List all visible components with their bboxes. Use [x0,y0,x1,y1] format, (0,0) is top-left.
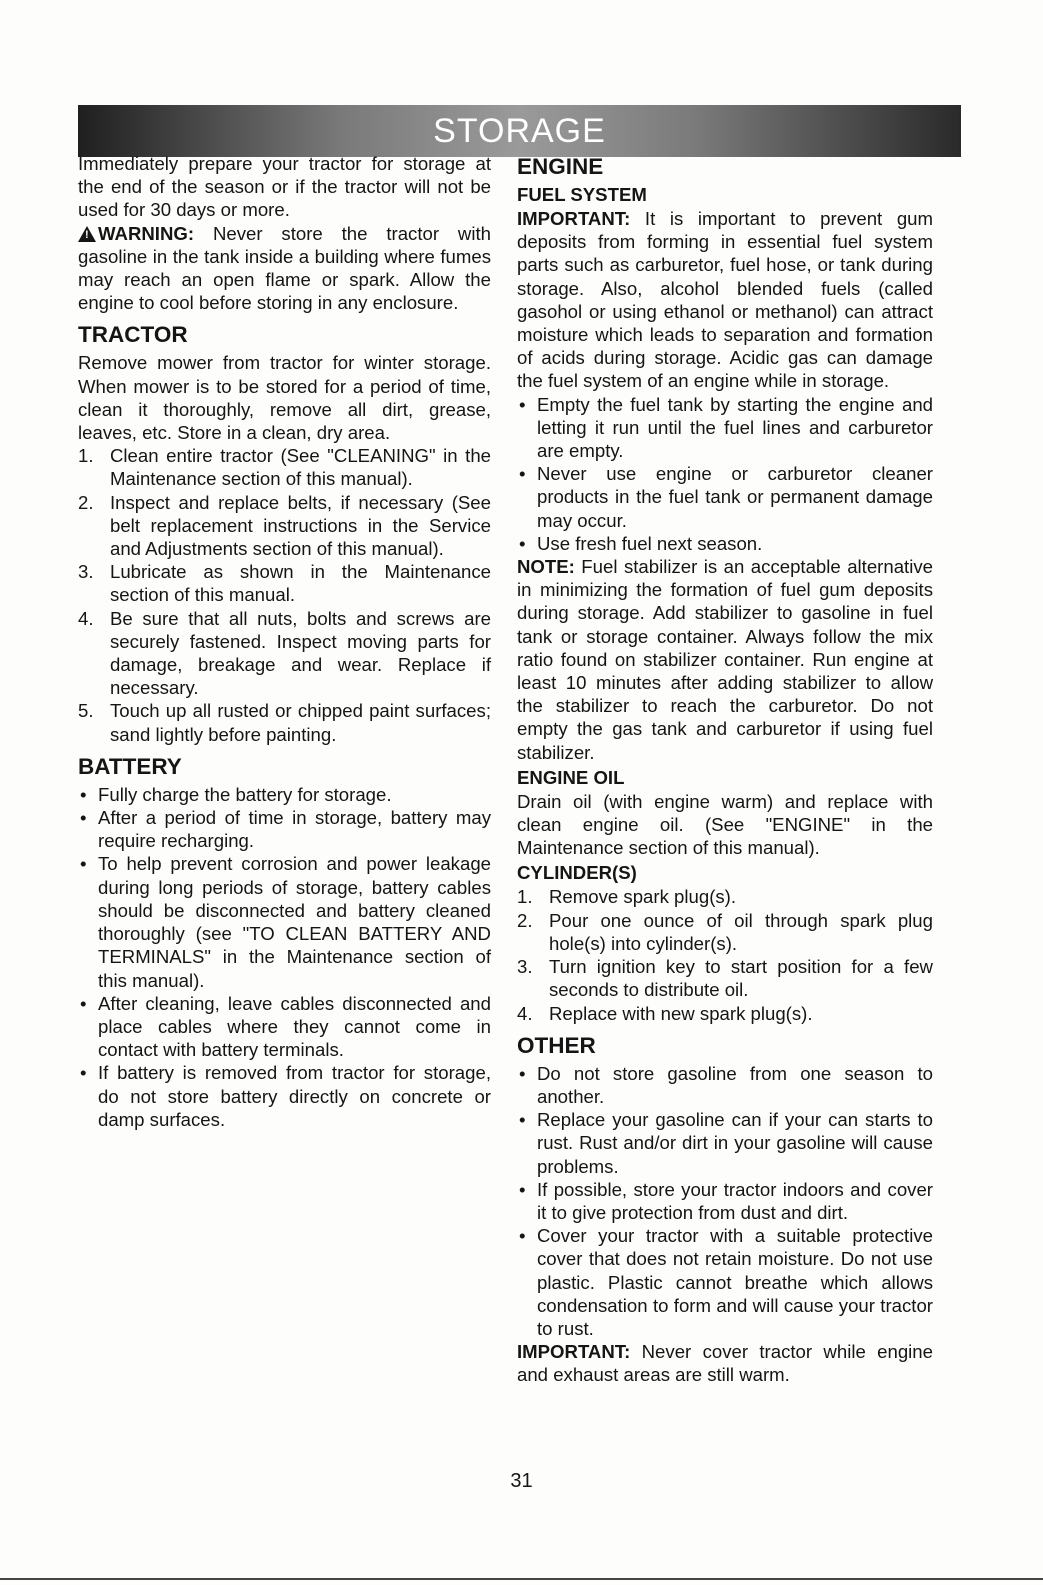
page-number: 31 [510,1470,533,1492]
oil-paragraph: Drain oil (with engine warm) and replace with clean engine oil. (See "ENGINE" in the Maintenance section of this manual). [517,790,933,859]
banner-title: STORAGE [433,111,606,150]
step-text: Pour one ounce of oil through spark plug hole(s) into cylinder(s). [549,909,933,954]
step-text: Clean entire tractor (See "CLEANING" in the Maintenance section of this manual). [110,445,491,490]
bullet-text: After cleaning, leave cables disconnected and place cables where they cannot come in contact with battery terminals. [98,992,491,1061]
bullet-icon: • [519,1225,526,1247]
step-number: 4. [78,607,94,629]
intro-paragraph: Immediately prepare your tractor for storage at the end of the season or if the tractor will not be used for 30 days or more. [78,153,491,221]
right-column [517,152,933,1387]
step-number: 1. [517,886,533,908]
bullet-icon: • [80,807,87,829]
note-label: NOTE: [517,556,575,578]
tractor-paragraph: Remove mower from tractor for winter storage. When mower is to be stored for a period of time, clean it thoroughly, remove all dirt, grease, leaves, etc. Store in a clean, dry area. [78,352,491,444]
fuel-paragraph [517,207,933,393]
cylinder-steps [517,885,933,1024]
important-footer-paragraph [517,1340,933,1386]
warning-text: Never store the tractor with gasoline in the tank inside a building where fumes may reach an open flame or spark. Allow the engine to cool before storing in any enclosure. [78,222,491,314]
step-number: 4. [517,1002,533,1024]
bullet-text: To help prevent corrosion and power leakage during long periods of storage, battery cables should be disconnected and battery cleaned thoroughly (see "TO CLEAN BATTERY AND TERMINALS" in the Maintenance section of this manual). [98,853,491,991]
bullet-text: Use fresh fuel next season. [537,532,763,554]
important-label: IMPORTANT: [517,1341,631,1363]
list-item [517,462,933,532]
fuel-system-heading: FUEL SYSTEM [517,184,647,205]
step-number: 5. [78,700,94,722]
list-item [78,992,491,1062]
footer-divider [0,1578,1043,1580]
important-text: Never cover tractor while engine and exhaust areas are still warm. [517,1341,933,1386]
other-heading: OTHER [517,1032,596,1058]
battery-bullets [78,783,491,1131]
note-paragraph [517,555,933,764]
step-text: Touch up all rusted or chipped paint surfaces; sand lightly before painting. [110,700,491,745]
step-number: 1. [78,445,94,467]
list-item [78,444,491,490]
list-item [78,491,491,561]
step-number: 3. [78,561,94,583]
tractor-heading: TRACTOR [78,322,188,348]
bullet-text: Do not store gasoline from one season to another. [537,1062,933,1107]
fuel-text: It is important to prevent gum deposits from forming in essential fuel system parts such as carburetor, fuel hose, or tank during storage. Also, alcohol blended fuels (called gasohol or using ethanol or methanol) can attract moisture which leads to separation and formation of acids during storage. Acidic gas can damage the fuel system of an engine while in storage. [517,208,933,392]
step-text: Be sure that all nuts, bolts and screws are securely fastened. Inspect moving parts for damage, breakage and wear. Replace if necessary. [110,607,491,699]
step-number: 2. [78,491,94,513]
bullet-text: Fully charge the battery for storage. [98,783,392,805]
bullet-icon: • [519,1109,526,1131]
list-item [517,1002,933,1025]
battery-heading: BATTERY [78,753,182,779]
list-item [517,1224,933,1340]
bullet-icon: • [80,783,87,805]
left-column [78,152,491,1131]
list-item [517,1178,933,1224]
list-item [78,783,491,806]
step-text: Inspect and replace belts, if necessary (See belt replacement instructions in the Service and Adjustments section of this manual). [110,491,491,560]
list-item [517,1062,933,1108]
step-text: Turn ignition key to start position for a few seconds to distribute oil. [549,956,933,1001]
step-text: Replace with new spark plug(s). [549,1002,813,1024]
list-item [78,852,491,991]
bullet-text: Cover your tractor with a suitable protective cover that does not retain moisture. Do not use plastic. Plastic cannot breathe which allows condensation to form and will cause your tractor to rust. [537,1225,933,1339]
tractor-steps [78,444,491,746]
storage-banner [78,105,961,157]
bullet-text: If battery is removed from tractor for storage, do not store battery directly on concrete or damp surfaces. [98,1062,491,1130]
bullet-text: If possible, store your tractor indoors and cover it to give protection from dust and dirt. [537,1178,933,1223]
step-number: 2. [517,909,533,931]
note-text: Fuel stabilizer is an acceptable alternative in minimizing the formation of fuel gum deposits during storage. Add stabilizer to gasoline in fuel tank or storage container. Always follow the mix ratio found on stabilizer container. Run engine at least 10 minutes after adding stabilizer to allow the stabilizer to reach the carburetor. Do not empty the gas tank and carburetor if using fuel stabilizer. [517,556,933,763]
bullet-icon: • [519,463,526,485]
step-text: Remove spark plug(s). [549,886,737,908]
step-text: Lubricate as shown in the Maintenance section of this manual. [110,561,491,606]
important-label: IMPORTANT: [517,208,631,229]
list-item [517,885,933,908]
list-item [517,393,933,463]
list-item [78,1061,491,1131]
list-item [517,532,933,555]
fuel-bullets [517,393,933,555]
engine-oil-heading: ENGINE OIL [517,766,625,788]
bullet-icon: • [519,532,526,554]
bullet-text: Empty the fuel tank by starting the engine and letting it run until the fuel lines and carburetor are empty. [537,393,933,462]
other-bullets [517,1062,933,1340]
bullet-icon: • [519,393,526,415]
bullet-text: After a period of time in storage, battery may require recharging. [98,807,491,852]
cylinders-heading: CYLINDER(S) [517,862,637,884]
list-item [78,560,491,606]
bullet-icon: • [519,1062,526,1084]
list-item [78,607,491,700]
bullet-icon: • [80,992,87,1014]
step-number: 3. [517,956,533,978]
bullet-text: Never use engine or carburetor cleaner products in the fuel tank or permanent damage may occur. [537,463,933,531]
bullet-icon: • [80,1062,87,1084]
list-item [78,806,491,852]
engine-heading: ENGINE [517,154,604,179]
bullet-text: Replace your gasoline can if your can starts to rust. Rust and/or dirt in your gasoline will cause problems. [537,1109,933,1177]
bullet-icon: • [80,853,87,875]
list-item [517,1108,933,1178]
list-item [517,955,933,1001]
bullet-icon: • [519,1178,526,1200]
list-item [517,909,933,955]
warning-paragraph [78,222,491,315]
list-item [78,699,491,745]
warning-label: WARNING: [98,222,195,244]
warning-icon [78,226,96,242]
